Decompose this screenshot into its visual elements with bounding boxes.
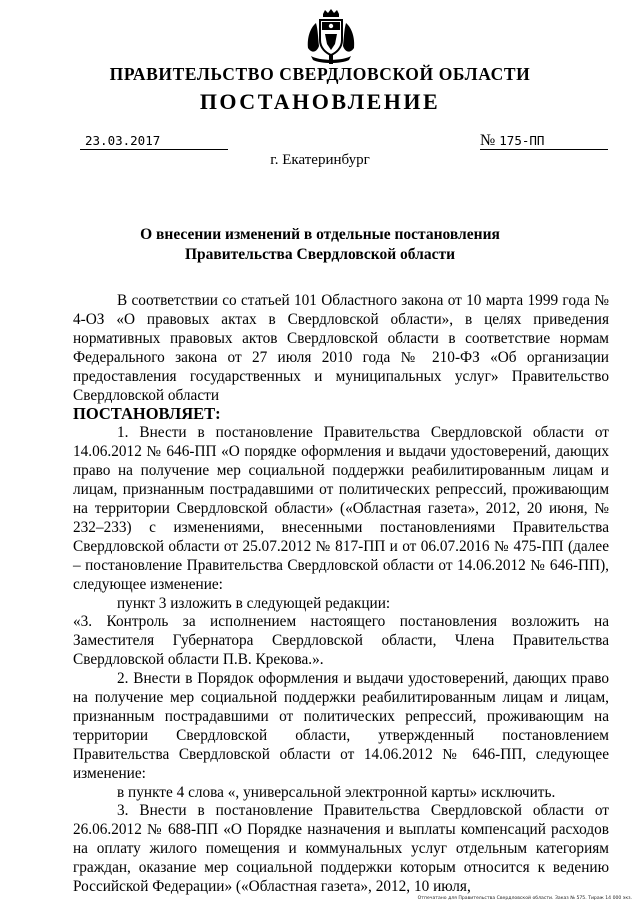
item-1: 1. Внести в постановление Правительства Свердловской области от 14.06.2012 № 646-ПП «О порядке оформления и выдачи удостоверений, дающих право на получение мер социальной поддержки реабилитированным лицам и лицам, признанным пострадавшими от политических репрессий, проживающим на территории Свердловской области» («Областная газета», 2012, 20 июня, № 232–233) с изменениями, внесенными постановлениями Правительства Свердловской области от 25.07.2012 № 817-ПП и от 06.07.2016 № 475-ПП (далее – постановление Правительства Свердловской области от 14.06.2012 № 646-ПП), следующее изменение: bbox=[73, 424, 609, 593]
title-line-2: Правительства Свердловской области bbox=[184, 246, 456, 263]
print-note: Отпечатано для Правительства Свердловской области. Заказ № 575. Тираж 14 000 экз. bbox=[417, 896, 632, 901]
item-3: 3. Внести в постановление Правительства Свердловской области от 26.06.2012 № 688-ПП «О Порядке назначения и выплаты компенсаций расходов на оплату жилого помещения и коммунальных услуг отдельным категориям граждан, оказание мер социальной поддержки которым относится к ведению Российской Федерации» («Областная газета», 2012, 10 июля, bbox=[73, 802, 609, 896]
coat-of-arms-icon bbox=[305, 8, 357, 66]
item-2: 2. Внести в Порядок оформления и выдачи удостоверений, дающих право на получение мер социальной поддержки реабилитированным лицам и лицам, признанным пострадавшими от политических репрессий, проживающим на территории Свердловской области, утвержденный постановлением Правительства Свердловской области от 14.06.2012 № 646-ПП, следующее изменение: bbox=[73, 670, 609, 782]
number-value: 175-ПП bbox=[499, 133, 545, 148]
number-prefix: № bbox=[480, 132, 496, 149]
document-type: ПОСТАНОВЛЕНИЕ bbox=[199, 89, 441, 114]
document-title bbox=[0, 225, 640, 265]
decree-heading: ПОСТАНОВЛЯЕТ: bbox=[73, 404, 221, 424]
item-1-sub: пункт 3 изложить в следующей редакции: bbox=[117, 594, 391, 612]
item-2-sub: в пункте 4 слова «, универсальной электронной карты» исключить. bbox=[117, 783, 556, 801]
document-date: 23.03.2017 bbox=[80, 133, 228, 150]
title-line-1: О внесении изменений в отдельные постановления bbox=[140, 226, 500, 243]
city: г. Екатеринбург bbox=[270, 152, 370, 168]
preamble: В соответствии со статьей 101 Областного закона от 10 марта 1999 года № 4-ОЗ «О правовых актах в Свердловской области», в целях приведения нормативных правовых актов Свердловской области в соответствие нормам Федерального закона от 27 июля 2010 года № 210-ФЗ «Об организации предоставления государственных и муниципальных услуг» Правительство Свердловской области bbox=[73, 292, 609, 404]
item-1-quote: «3. Контроль за исполнением настоящего постановления возложить на Заместителя Губернатора Свердловской области, Члена Правительства Свердловской области П.В. Крекова.». bbox=[73, 613, 609, 669]
government-name: ПРАВИТЕЛЬСТВО СВЕРДЛОВСКОЙ ОБЛАСТИ bbox=[109, 64, 531, 84]
document-number bbox=[480, 132, 608, 150]
document-body bbox=[73, 292, 609, 897]
